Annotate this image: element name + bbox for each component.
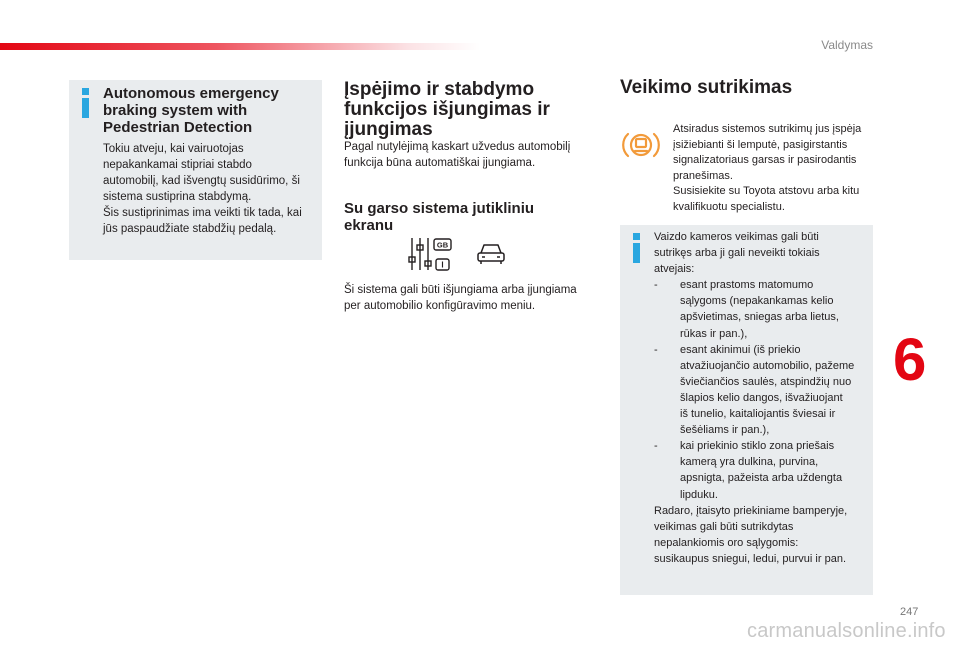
- brake-warning-icon: [620, 128, 662, 162]
- warning-text: Atsiradus sistemos sutrikimų jus įspėja įsižiebianti ši lemputė, pasigirstantis signalizatoriaus garsas ir pasirodantis pranešimas. Susisiekite su Toyota atstovu arba kitu kvalifikuotu specialistu.: [673, 123, 862, 213]
- right-info-box: [620, 225, 873, 595]
- left-box-text: Tokiu atveju, kai vairuotojas nepakankamai stipriai stabdo automobilį, kad išvengtų susidūrimo, ši sistema sustiprina stabdymą. Šis sustiprinimas ima veikti tik tada, kai jūs paspaudžiate stabdžių pedalą.: [103, 143, 302, 235]
- middle-heading: Įspėjimo ir stabdymo funkcijos išjungimas ir įjungimas: [344, 79, 550, 140]
- middle-outro: Ši sistema gali būti išjungiama arba įjungiama per automobilio konfigūravimo meniu.: [344, 284, 577, 312]
- icon-badge-top: GB: [436, 240, 449, 250]
- list-item: - kai priekinio stiklo zona priešais: [654, 440, 835, 453]
- chapter-number: 6: [893, 326, 927, 393]
- section-name: Valdymas: [821, 38, 873, 52]
- right-heading: Veikimo sutrikimas: [620, 77, 793, 98]
- icon-badge-bottom: I: [441, 260, 444, 270]
- header-accent-bar: [0, 43, 480, 50]
- settings-sliders-icon: [407, 235, 455, 273]
- middle-subheading: Su garso sistema jutikliniu ekranu: [344, 200, 535, 234]
- info-icon: [79, 88, 93, 118]
- watermark: carmanualsonline.info: [747, 620, 946, 642]
- list-item: - esant akinimui (iš priekio: [654, 343, 801, 356]
- left-info-box: [69, 80, 322, 260]
- info-icon: [630, 233, 644, 263]
- list-item: - esant prastoms matomumo: [654, 279, 814, 292]
- left-box-title: Autonomous emergency braking system with Pedestrian Detection: [103, 85, 279, 136]
- car-icon: [475, 240, 507, 268]
- middle-intro: Pagal nutylėjimą kaskart užvedus automobilį funkcija būna automatiškai įjungiama.: [344, 141, 571, 169]
- page-number: 247: [900, 606, 919, 618]
- camera-note-text: Vaizdo kameros veikimas gali būti sutrikęs arba ji gali neveikti tokiais atvejais: - esant prastoms matomumo sąlygoms (nepakankamas kelio apšvietimas, sniegas arba lietus, rūkas ir pan.), - esant akinimui (iš priekio atvažiuojančio automobilio, pažeme šviečiančios saulės, atspindžių nuo šlapios kelio dangos, išvažiuojant iš tunelio, kaitaliojantis šviesai ir šešėliams ir pan.), - kai priekinio stiklo zona priešais kamerą yra dulkina, purvina, apsnigta, pažeista arba uždengta lipduku. Radaro, įtaisyto priekiniame bamperyje, veikimas gali būti sutrikdytas nepalankiomis oro sąlygomis: susikaupus sniegui, ledui, purvui ir pan.: [654, 229, 872, 567]
